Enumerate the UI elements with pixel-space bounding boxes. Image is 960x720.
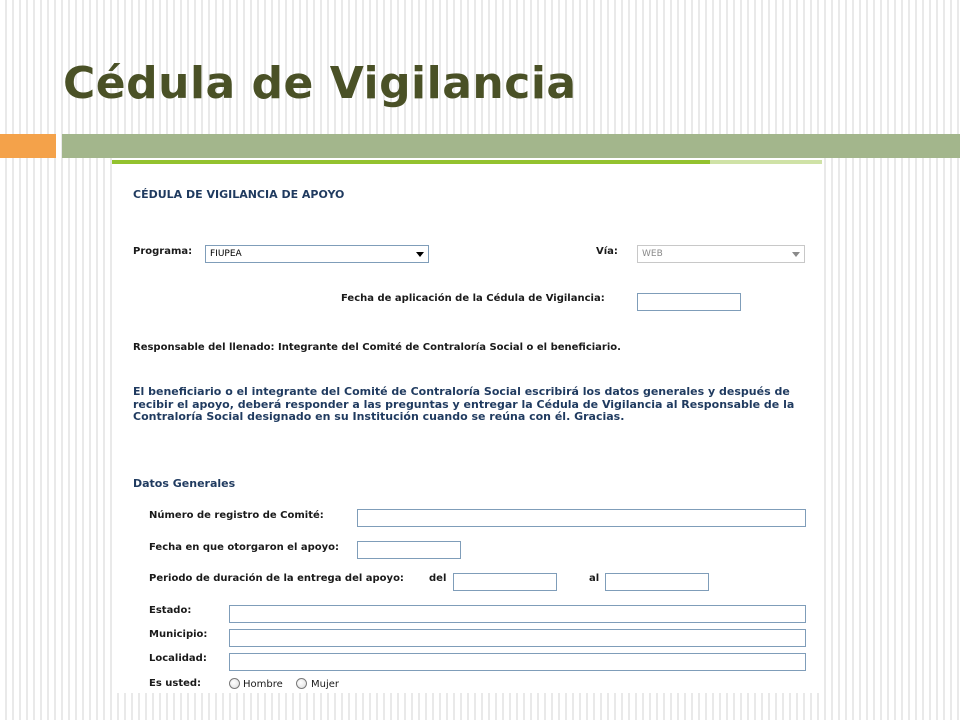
- instructions-notice: El beneficiario o el integrante del Comité de Contraloría Social escribirá los datos generales y después de recibir el apoyo, deberá responder a las preguntas y entregar la Cédula de Vigilancia al Responsable de la Contraloría Social designado en su Institución cuando se reúna con él. Gracias.: [133, 385, 795, 423]
- programa-selected-value: FIUPEA: [210, 249, 242, 259]
- numero-registro-input[interactable]: [357, 509, 806, 527]
- localidad-label: Localidad:: [149, 653, 207, 664]
- accent-bar-orange: [0, 134, 56, 158]
- via-selected-value: WEB: [642, 249, 663, 259]
- top-rule-fill: [112, 160, 710, 164]
- es-usted-label: Es usted:: [149, 678, 202, 689]
- municipio-input[interactable]: [229, 629, 806, 647]
- periodo-del-label: del: [429, 573, 447, 584]
- estado-label: Estado:: [149, 605, 192, 616]
- radio-hombre-label: Hombre: [243, 679, 283, 690]
- fecha-otorgaron-input[interactable]: [357, 541, 461, 559]
- slide-title: Cédula de Vigilancia: [63, 58, 577, 109]
- radio-mujer[interactable]: [296, 678, 307, 689]
- radio-mujer-label: Mujer: [311, 679, 340, 690]
- fecha-aplicacion-label: Fecha de aplicación de la Cédula de Vigilancia:: [341, 293, 605, 304]
- form-header: CÉDULA DE VIGILANCIA DE APOYO: [133, 188, 345, 201]
- radio-hombre[interactable]: [229, 678, 240, 689]
- via-select[interactable]: [637, 245, 805, 263]
- form-screenshot: [112, 158, 822, 693]
- fecha-otorgaron-label: Fecha en que otorgaron el apoyo:: [149, 542, 340, 553]
- datos-generales-heading: Datos Generales: [133, 477, 236, 490]
- via-label: Vía:: [596, 246, 618, 257]
- municipio-label: Municipio:: [149, 629, 208, 640]
- localidad-input[interactable]: [229, 653, 806, 671]
- chevron-down-icon: [792, 252, 800, 257]
- periodo-al-input[interactable]: [605, 573, 709, 591]
- chevron-down-icon: [416, 252, 424, 257]
- fecha-aplicacion-input[interactable]: [637, 293, 741, 311]
- periodo-label: Periodo de duración de la entrega del apoyo:: [149, 573, 404, 584]
- programa-label: Programa:: [133, 246, 193, 257]
- numero-registro-label: Número de registro de Comité:: [149, 510, 324, 521]
- programa-select[interactable]: [205, 245, 429, 263]
- periodo-al-label: al: [589, 573, 600, 584]
- top-rule: [112, 160, 822, 164]
- responsable-text: Responsable del llenado: Integrante del Comité de Contraloría Social o el beneficiario.: [133, 342, 621, 353]
- periodo-del-input[interactable]: [453, 573, 557, 591]
- estado-input[interactable]: [229, 605, 806, 623]
- accent-bar-green: [62, 134, 960, 158]
